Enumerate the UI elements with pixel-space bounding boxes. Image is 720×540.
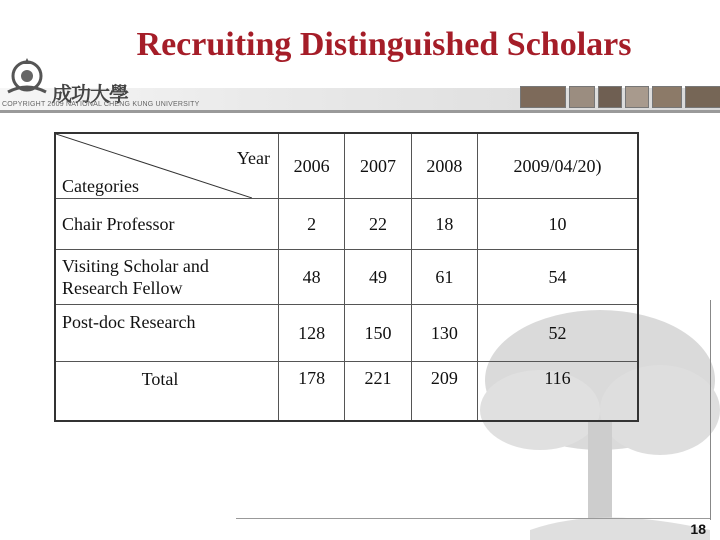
- row-label: [55, 199, 279, 250]
- table-cell: 2: [279, 199, 345, 250]
- campus-photo-strip: [520, 86, 720, 108]
- table-cell: 18: [411, 199, 477, 250]
- row-label-text: Research Fellow: [62, 278, 183, 298]
- footer-divider: [236, 518, 710, 519]
- header-divider: [0, 110, 720, 113]
- table-cell: 209: [411, 362, 477, 422]
- row-label: [55, 305, 279, 362]
- categories-header: Categories: [62, 176, 139, 196]
- column-header: 2006: [279, 133, 345, 199]
- column-header: 2008: [411, 133, 477, 199]
- table-cell: 128: [279, 305, 345, 362]
- table-cell: 52: [477, 305, 638, 362]
- corner-header-cell: [55, 133, 279, 199]
- column-header: 2009/04/20): [477, 133, 638, 199]
- row-label-text: Total: [141, 369, 179, 389]
- row-label: [55, 250, 279, 305]
- row-label: [55, 362, 279, 422]
- slide-title: Recruiting Distinguished Scholars: [136, 26, 632, 63]
- row-label-text: Visiting Scholar and: [62, 256, 209, 276]
- ncku-emblem-icon: [4, 54, 50, 100]
- logo-text: 成功大學: [52, 82, 128, 106]
- column-header: 2007: [345, 133, 411, 199]
- row-label-text: Post-doc Research: [62, 312, 196, 332]
- table-cell: 49: [345, 250, 411, 305]
- table-cell: 54: [477, 250, 638, 305]
- table-cell: 48: [279, 250, 345, 305]
- table-total-row: [55, 362, 638, 422]
- table-cell: 61: [411, 250, 477, 305]
- table-row: [55, 305, 638, 362]
- table-header-row: [55, 133, 638, 199]
- scholars-table: [54, 132, 639, 422]
- decor-vertical-line: [710, 300, 711, 520]
- table-row: [55, 250, 638, 305]
- row-label-text: Chair Professor: [62, 214, 175, 234]
- table-cell: 150: [345, 305, 411, 362]
- table-cell: 116: [477, 362, 638, 422]
- table-cell: 221: [345, 362, 411, 422]
- table-cell: 178: [279, 362, 345, 422]
- year-header: Year: [236, 148, 270, 168]
- table-cell: 10: [477, 199, 638, 250]
- table-row: [55, 199, 638, 250]
- page-number: 18: [690, 521, 706, 537]
- table-cell: 22: [345, 199, 411, 250]
- copyright-text: COPYRIGHT 2009 NATIONAL CHENG KUNG UNIVERSITY: [2, 101, 200, 108]
- table-cell: 130: [411, 305, 477, 362]
